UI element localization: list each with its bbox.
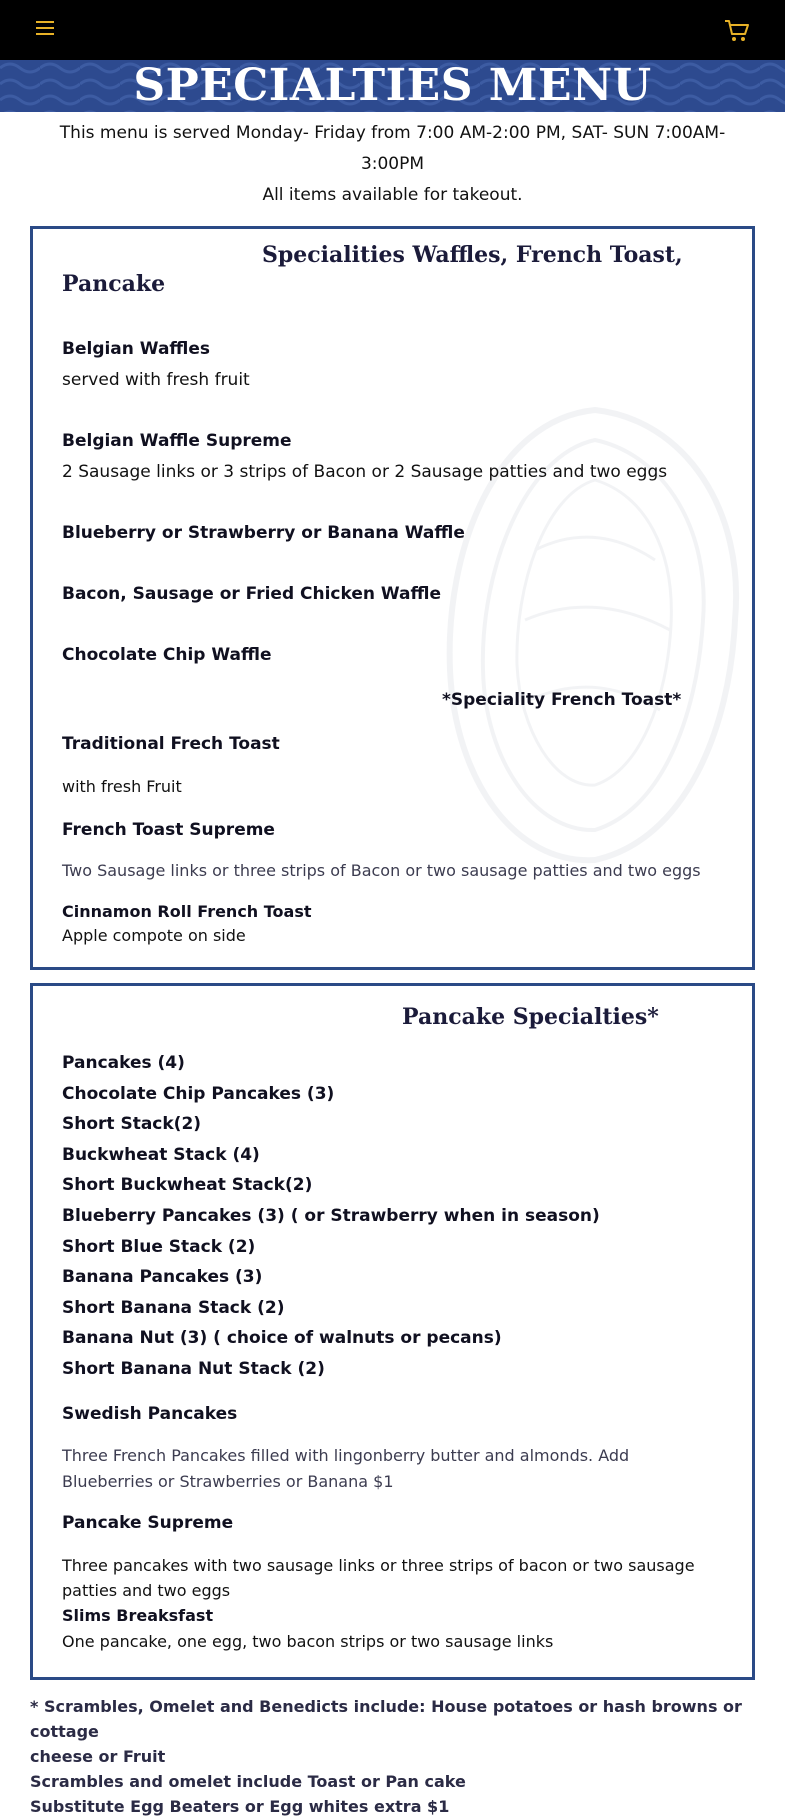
footnote-toast: Scrambles and omelet include Toast or Pan cake bbox=[30, 1772, 466, 1791]
shopping-cart-icon[interactable] bbox=[723, 18, 751, 44]
footnote-substitute: Substitute Egg Beaters or Egg whites extra $1 bbox=[30, 1797, 450, 1816]
pancake-item: Short Stack(2) bbox=[62, 1114, 202, 1135]
pancake-item: Pancakes (4) bbox=[62, 1053, 185, 1073]
waffles-section-title: Specialities Waffles, French Toast, bbox=[262, 242, 683, 268]
waffles-section-title-continued: Pancake bbox=[62, 271, 166, 297]
pancake-item: Buckwheat Stack (4) bbox=[62, 1144, 260, 1165]
menu-item-description: One pancake, one egg, two bacon strips or two sausage links bbox=[62, 1632, 554, 1651]
top-navigation-bar bbox=[0, 0, 785, 60]
menu-item-name: Blueberry or Strawberry or Banana Waffle bbox=[62, 523, 465, 543]
menu-item-description-continued: Blueberries or Strawberries or Banana $1 bbox=[62, 1472, 394, 1491]
menu-item-name: Swedish Pancakes bbox=[62, 1404, 238, 1424]
takeout-notice: All items available for takeout. bbox=[262, 185, 523, 205]
menu-item-description: 2 Sausage links or 3 strips of Bacon or 2 Sausage patties and two eggs bbox=[62, 462, 668, 482]
menu-item-name: Belgian Waffles bbox=[62, 339, 211, 359]
menu-item-name: Pancake Supreme bbox=[62, 1513, 234, 1533]
menu-item-name: Belgian Waffle Supreme bbox=[62, 431, 292, 451]
menu-item-description: Two Sausage links or three strips of Bacon or two sausage patties and two eggs bbox=[62, 861, 701, 880]
footnote-sides: * Scrambles, Omelet and Benedicts include: House potatoes or hash browns or cottage bbox=[30, 1697, 742, 1741]
footnote-sides-continued: cheese or Fruit bbox=[30, 1747, 166, 1766]
page-title: SPECIALTIES MENU bbox=[133, 60, 652, 111]
menu-item-description-continued: patties and two eggs bbox=[62, 1581, 231, 1600]
pancake-item: Blueberry Pancakes (3) ( or Strawberry when in season) bbox=[62, 1206, 600, 1226]
hamburger-menu-icon[interactable] bbox=[36, 17, 58, 43]
menu-footnotes bbox=[30, 1694, 755, 1819]
menu-item-description: Apple compote on side bbox=[62, 926, 246, 945]
menu-item-name: Slims Breaksfast bbox=[62, 1606, 214, 1625]
menu-item-description: Three pancakes with two sausage links or three strips of bacon or two sausage bbox=[62, 1556, 695, 1575]
pancake-item: Short Banana Stack (2) bbox=[62, 1297, 285, 1318]
pancake-item: Short Buckwheat Stack(2) bbox=[62, 1175, 313, 1196]
menu-item-name: Cinnamon Roll French Toast bbox=[62, 902, 312, 921]
menu-hours-text: This menu is served Monday- Friday from 7:00 AM-2:00 PM, SAT- SUN 7:00AM-3:00PM bbox=[59, 123, 726, 174]
pancake-item: Chocolate Chip Pancakes (3) bbox=[62, 1083, 335, 1104]
pancake-item: Banana Pancakes (3) bbox=[62, 1267, 263, 1288]
menu-hours-notice bbox=[40, 118, 745, 211]
page-banner bbox=[0, 60, 785, 112]
pancake-item: Banana Nut (3) ( choice of walnuts or pecans) bbox=[62, 1328, 502, 1349]
menu-item-name: French Toast Supreme bbox=[62, 820, 275, 840]
menu-item-name: Chocolate Chip Waffle bbox=[62, 645, 272, 665]
french-toast-heading: *Speciality French Toast* bbox=[442, 690, 682, 710]
pancake-item: Short Banana Nut Stack (2) bbox=[62, 1359, 325, 1379]
pancake-section-title: Pancake Specialties* bbox=[402, 1004, 659, 1030]
menu-item-name: Traditional Frech Toast bbox=[62, 734, 280, 754]
pancake-item: Short Blue Stack (2) bbox=[62, 1236, 256, 1257]
menu-item-name: Bacon, Sausage or Fried Chicken Waffle bbox=[62, 584, 442, 604]
menu-item-description: with fresh Fruit bbox=[62, 777, 182, 796]
menu-item-description: Three French Pancakes filled with lingonberry butter and almonds. Add bbox=[62, 1446, 630, 1465]
menu-item-description: served with fresh fruit bbox=[62, 370, 250, 390]
